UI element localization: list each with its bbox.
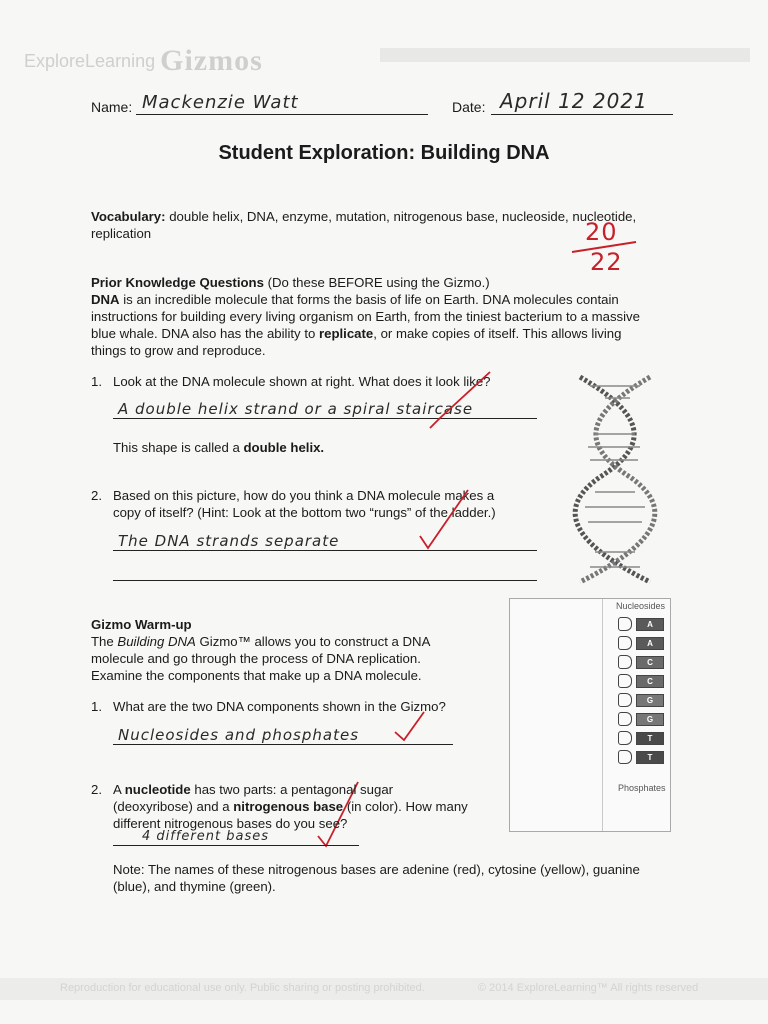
footer [0,978,768,1000]
prior-line2: instructions for building every living organism on Earth, from the tiniest bacterium to a massive [91,309,640,324]
wq2-number: 2. [91,782,102,797]
pentagon-sugar-icon [618,693,632,707]
q2-number: 2. [91,488,102,503]
dna-term: DNA [91,292,120,307]
pentagon-sugar-icon [618,636,632,650]
warmup-line1c: Gizmo™ allows you to construct a DNA [199,634,431,649]
wq2-text [113,781,513,832]
q2-line1: Based on this picture, how do you think a DNA molecule makes a [113,488,495,503]
vocab-label: Vocabulary: [91,209,166,224]
gizmo-panel-image [509,598,671,832]
wq1-text: What are the two DNA components shown in the Gizmo? [113,699,446,714]
prior-line3a: blue whale. DNA also has the ability to [91,326,316,341]
name-label: Name: [91,99,133,115]
date-value: April 12 2021 [500,89,648,113]
warmup-heading: Gizmo Warm-up [91,617,192,632]
wq2-line3: different nitrogenous bases do you see? [113,816,348,831]
prior-line1: is an incredible molecule that forms the basis of life on Earth. DNA molecules contain [123,292,619,307]
nucleoside-item [618,731,668,745]
nitrogenous-base-label: A [636,637,664,650]
dna-helix-image [560,372,670,587]
brand-small: ExploreLearning [24,51,156,71]
wq2-line2c: (in color). How many [346,799,468,814]
wq2-answer: 4 different bases [142,829,269,844]
q1-text: Look at the DNA molecule shown at right. What does it look like? [113,374,491,389]
nucleoside-item [618,636,668,650]
prior-heading: Prior Knowledge Questions [91,275,264,290]
q2-answer: The DNA strands separate [118,532,340,550]
pentagon-sugar-icon [618,674,632,688]
brand-big: Gizmos [160,44,263,77]
q1-number: 1. [91,374,102,389]
nucleoside-item [618,750,668,764]
warmup-line3: Examine the components that make up a DNA molecule. [91,668,422,683]
warmup-line1a: The [91,634,114,649]
warmup-gizmo-name: Building DNA [117,634,196,649]
nitrogenous-base-term: nitrogenous base [233,799,344,814]
prior-heading-note: (Do these BEFORE using the Gizmo.) [267,275,490,290]
q1-followup-term: double helix. [243,440,325,455]
vocab-line2: replication [91,226,152,241]
wq2-line1c: has two parts: a pentagonal sugar [194,782,394,797]
wq1-answer-line [113,744,453,745]
footer-right: © 2014 ExploreLearning™ All rights reserved [478,982,699,994]
note-line2: (blue), and thymine (green). [113,879,276,894]
phosphates-label: Phosphates [618,783,666,793]
wq1-answer: Nucleosides and phosphates [118,726,360,744]
page-title: Student Exploration: Building DNA [218,142,550,164]
warmup-line2: molecule and go through the process of DNA replication. [91,651,421,666]
q1-check-icon [430,372,490,428]
nitrogenous-base-label: C [636,675,664,688]
note-line1: Note: The names of these nitrogenous bases are adenine (red), cytosine (yellow), guanine [113,862,640,877]
pentagon-sugar-icon [618,617,632,631]
prior-line3c: , or make copies of itself. This allows living [373,326,622,341]
nucleoside-item [618,693,668,707]
prior-line4: things to grow and reproduce. [91,343,266,358]
note [113,861,673,895]
nitrogenous-base-label: G [636,694,664,707]
pentagon-sugar-icon [618,750,632,764]
q2-check-icon [420,490,468,548]
q1-followup-text: This shape is called a [113,440,240,455]
replicate-term: replicate [319,326,374,341]
nucleotide-term: nucleotide [124,782,191,797]
wq2-line1a: A [113,782,122,797]
wq1-number: 1. [91,699,102,714]
footer-left: Reproduction for educational use only. Public sharing or posting prohibited. [60,982,425,994]
vocab-line1: double helix, DNA, enzyme, mutation, nitrogenous base, nucleoside, nucleotide, [169,209,637,224]
nucleoside-item [618,655,668,669]
wq2-answer-line [113,845,359,846]
nucleosides-label: Nucleosides [616,601,666,611]
q1-answer: A double helix strand or a spiral staircase [118,400,474,418]
nucleoside-item [618,712,668,726]
wq1-check-icon [395,712,424,740]
warmup-section [91,616,511,684]
nitrogenous-base-label: T [636,732,664,745]
nitrogenous-base-label: A [636,618,664,631]
nucleoside-item [618,674,668,688]
nitrogenous-base-label: G [636,713,664,726]
score-value: 20 [585,218,618,246]
q2-line2: copy of itself? (Hint: Look at the bottom two “rungs” of the ladder.) [113,505,496,520]
pentagon-sugar-icon [618,655,632,669]
pentagon-sugar-icon [618,712,632,726]
nucleoside-item [618,617,668,631]
date-label: Date: [452,99,486,115]
wq2-line2a: (deoxyribose) and a [113,799,230,814]
nitrogenous-base-label: T [636,751,664,764]
score-total: 22 [590,248,623,276]
nitrogenous-base-label: C [636,656,664,669]
name-value: Mackenzie Watt [142,92,299,113]
pentagon-sugar-icon [618,731,632,745]
